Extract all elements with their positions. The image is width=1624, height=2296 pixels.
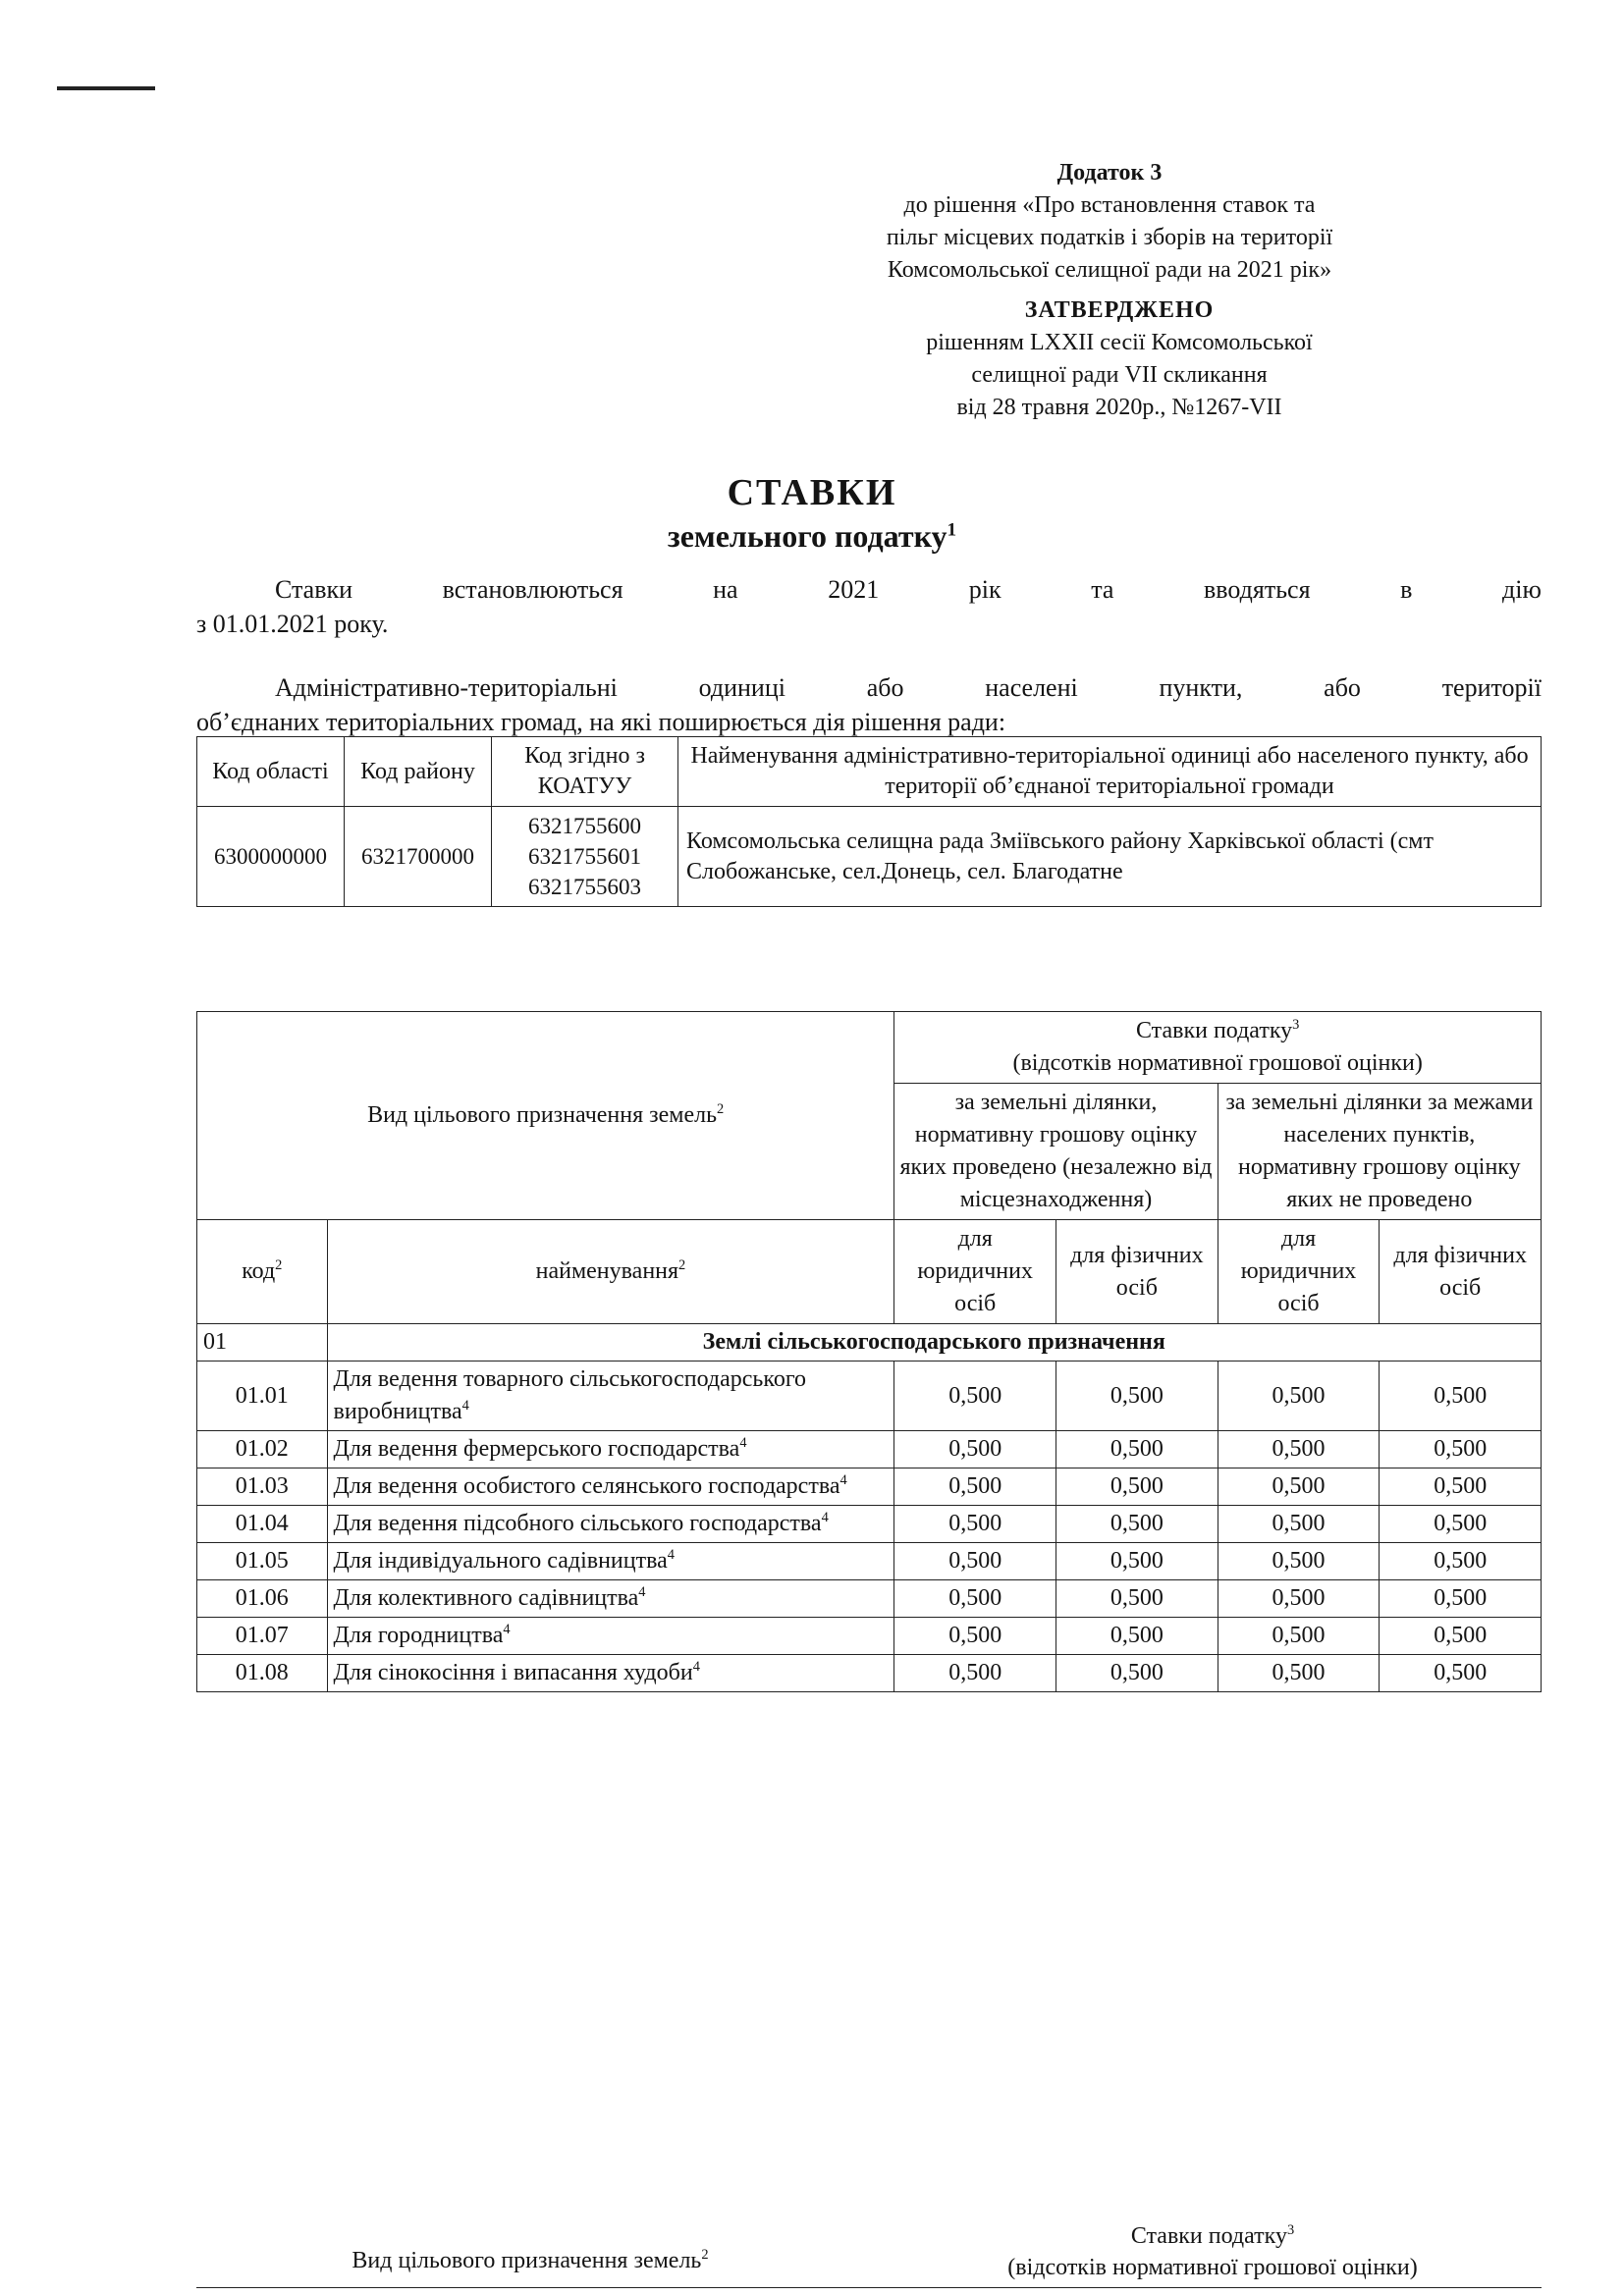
footer-rates-note: (відсотків нормативної грошової оцінки) [1007, 2255, 1418, 2280]
header-name-text: найменування [535, 1258, 679, 1284]
word: на [713, 575, 738, 604]
rate-value: 0,500 [1218, 1362, 1380, 1431]
rate-row [197, 1362, 1542, 1431]
rates-table [196, 1011, 1542, 1692]
intro-paragraph-1 [196, 572, 1542, 641]
rate-value: 0,500 [1218, 1468, 1380, 1506]
land-purpose-name [327, 1543, 894, 1580]
appendix-line: пільг місцевих податків і зборів на території [886, 225, 1333, 250]
rate-value: 0,500 [1056, 1655, 1218, 1692]
land-code: 01.02 [197, 1431, 328, 1468]
category-code: 01 [197, 1324, 328, 1362]
footnote-mark: 1 [947, 519, 957, 541]
rate-value: 0,500 [1218, 1543, 1380, 1580]
corner-dash-mark [57, 86, 155, 90]
footnote-mark: 2 [701, 2247, 709, 2263]
land-purpose-text: Для сінокосіння і випасання худоби [333, 1660, 693, 1685]
rate-value: 0,500 [1380, 1506, 1542, 1543]
header-code-text: код [242, 1258, 276, 1284]
footnote-mark: 4 [739, 1435, 747, 1451]
header-rates [894, 1012, 1542, 1084]
category-name: Землі сільськогосподарського призначення [327, 1324, 1541, 1362]
category-row [197, 1324, 1542, 1362]
rate-value: 0,500 [894, 1506, 1056, 1543]
rayon-code: 6321700000 [345, 807, 492, 907]
land-code: 01.03 [197, 1468, 328, 1506]
table-continuation-line [196, 2287, 1542, 2288]
rate-value: 0,500 [1218, 1580, 1380, 1618]
word: одиниці [698, 673, 785, 702]
rate-value: 0,500 [1056, 1362, 1218, 1431]
header-individual-assessed: для фізичних осіб [1056, 1220, 1218, 1324]
header-legal-assessed: для юридичних осіб [894, 1220, 1056, 1324]
rate-value: 0,500 [894, 1655, 1056, 1692]
approval-title: ЗАТВЕРДЖЕНО [1024, 297, 1215, 323]
word: вводяться [1204, 575, 1311, 604]
territory-header-row [197, 737, 1542, 807]
rate-value: 0,500 [1218, 1431, 1380, 1468]
footnote-mark: 2 [678, 1257, 686, 1273]
rate-row [197, 1618, 1542, 1655]
header-purpose-text: Вид цільового призначення земель [367, 1102, 718, 1128]
koatuu-code: 6321755603 [528, 875, 641, 899]
rate-row [197, 1543, 1542, 1580]
footnote-mark: 4 [692, 1659, 700, 1675]
rate-value: 0,500 [1056, 1580, 1218, 1618]
rate-row [197, 1506, 1542, 1543]
paragraph-line: об’єднаних територіальних громад, на які поширюється дія рішення ради: [196, 708, 1006, 736]
appendix-block [805, 157, 1414, 287]
land-purpose-name [327, 1506, 894, 1543]
footnote-mark: 4 [503, 1622, 511, 1637]
word: 2021 [828, 575, 880, 604]
word: встановлюються [442, 575, 623, 604]
approval-line: рішенням LXXII сесії Комсомольської [926, 330, 1313, 355]
rate-value: 0,500 [894, 1580, 1056, 1618]
rate-value: 0,500 [1380, 1362, 1542, 1431]
footnote-mark: 3 [1292, 1017, 1300, 1033]
footnote-mark: 3 [1286, 2222, 1295, 2238]
header-koatuu-code: Код згідно з КОАТУУ [492, 737, 678, 807]
header-assessed: за земельні ділянки, нормативну грошову оцінку яких проведено (незалежно від місцезнаходження) [894, 1084, 1218, 1220]
footer-rates-text: Ставки податку [1130, 2223, 1287, 2249]
word: або [1324, 673, 1361, 702]
document-subtitle [0, 518, 1624, 555]
word: рік [968, 575, 1001, 604]
land-code: 01.06 [197, 1580, 328, 1618]
rate-value: 0,500 [1056, 1543, 1218, 1580]
rate-value: 0,500 [1056, 1506, 1218, 1543]
land-code: 01.05 [197, 1543, 328, 1580]
land-purpose-text: Для ведення підсобного сільського господарства [333, 1511, 822, 1536]
land-code: 01.08 [197, 1655, 328, 1692]
koatuu-code: 6321755601 [528, 844, 641, 869]
footnote-mark: 4 [821, 1510, 829, 1525]
approval-line: селищної ради VII скликання [971, 362, 1268, 388]
appendix-title: Додаток 3 [1056, 160, 1163, 186]
territory-name: Комсомольська селищна рада Зміївського району Харківської області (смт Слобожанське, сел.Донець, сел. Благодатне [678, 807, 1542, 907]
oblast-code: 6300000000 [197, 807, 345, 907]
land-purpose-name [327, 1580, 894, 1618]
rate-value: 0,500 [1380, 1431, 1542, 1468]
territory-row [197, 807, 1542, 907]
land-purpose-text: Для ведення особистого селянського господарства [333, 1473, 840, 1499]
word: населені [985, 673, 1078, 702]
land-purpose-text: Для індивідуального садівництва [333, 1548, 668, 1574]
footnote-mark: 4 [839, 1472, 847, 1488]
rate-value: 0,500 [894, 1468, 1056, 1506]
header-name [327, 1220, 894, 1324]
rate-value: 0,500 [1218, 1655, 1380, 1692]
rate-rows [197, 1362, 1542, 1692]
justified-line [196, 670, 1542, 705]
land-purpose-name [327, 1362, 894, 1431]
land-purpose-name [327, 1655, 894, 1692]
word: дію [1502, 575, 1542, 604]
rates-header-row-1 [197, 1012, 1542, 1084]
footer-purpose-header [196, 2248, 864, 2274]
header-rayon-code: Код району [345, 737, 492, 807]
rate-value: 0,500 [894, 1618, 1056, 1655]
word: пункти, [1159, 673, 1243, 702]
document-title: СТАВКИ [727, 472, 897, 513]
approval-block [864, 294, 1375, 424]
rate-value: 0,500 [1056, 1618, 1218, 1655]
rate-value: 0,500 [1056, 1431, 1218, 1468]
word: території [1441, 673, 1542, 702]
appendix-line: Комсомольської селищної ради на 2021 рік» [887, 257, 1332, 283]
justified-line [196, 572, 1542, 607]
rate-row [197, 1580, 1542, 1618]
territory-table [196, 736, 1542, 907]
subtitle-text: земельного податку [667, 518, 947, 554]
land-purpose-text: Для ведення фермерського господарства [333, 1436, 740, 1462]
koatuu-codes [492, 807, 678, 907]
koatuu-code: 6321755600 [528, 814, 641, 838]
footnote-mark: 4 [638, 1584, 646, 1600]
header-legal-not-assessed: для юридичних осіб [1218, 1220, 1380, 1324]
rate-value: 0,500 [1380, 1580, 1542, 1618]
word: або [866, 673, 904, 702]
footer-purpose-text: Вид цільового призначення земель [352, 2248, 702, 2273]
land-code: 01.01 [197, 1362, 328, 1431]
rate-value: 0,500 [1380, 1655, 1542, 1692]
word: в [1400, 575, 1413, 604]
land-purpose-name [327, 1431, 894, 1468]
header-code [197, 1220, 328, 1324]
header-rates-text: Ставки податку [1135, 1018, 1293, 1043]
paragraph-line: з 01.01.2021 року. [196, 610, 389, 638]
header-oblast-code: Код області [197, 737, 345, 807]
footnote-mark: 4 [461, 1398, 469, 1414]
word: Ставки [275, 575, 353, 604]
rates-header-row-3 [197, 1220, 1542, 1324]
land-purpose-text: Для ведення товарного сільськогосподарського виробництва [333, 1366, 807, 1424]
footnote-mark: 2 [275, 1257, 283, 1273]
appendix-line: до рішення «Про встановлення ставок та [903, 192, 1316, 218]
intro-paragraph-2 [196, 670, 1542, 739]
rate-value: 0,500 [1218, 1618, 1380, 1655]
land-code: 01.07 [197, 1618, 328, 1655]
rate-row [197, 1655, 1542, 1692]
rate-value: 0,500 [1380, 1543, 1542, 1580]
rate-value: 0,500 [1056, 1468, 1218, 1506]
footnote-mark: 4 [667, 1547, 675, 1563]
rate-row [197, 1468, 1542, 1506]
footnote-mark: 2 [717, 1101, 725, 1117]
word: та [1091, 575, 1114, 604]
rate-value: 0,500 [1380, 1618, 1542, 1655]
land-purpose-name [327, 1468, 894, 1506]
header-purpose [197, 1012, 894, 1220]
land-purpose-text: Для колективного садівництва [333, 1585, 639, 1611]
land-purpose-name [327, 1618, 894, 1655]
word: Адміністративно-територіальні [275, 673, 618, 702]
rate-value: 0,500 [894, 1362, 1056, 1431]
rate-value: 0,500 [894, 1543, 1056, 1580]
approval-line: від 28 травня 2020р., №1267-VII [956, 395, 1282, 420]
rate-row [197, 1431, 1542, 1468]
header-rates-note: (відсотків нормативної грошової оцінки) [1012, 1050, 1423, 1076]
land-purpose-text: Для городництва [333, 1623, 504, 1648]
header-not-assessed: за земельні ділянки за межами населених пунктів, нормативну грошову оцінку яких не проведено [1218, 1084, 1541, 1220]
rate-value: 0,500 [1218, 1506, 1380, 1543]
land-code: 01.04 [197, 1506, 328, 1543]
rate-value: 0,500 [894, 1431, 1056, 1468]
header-individual-not-assessed: для фізичних осіб [1380, 1220, 1542, 1324]
rate-value: 0,500 [1380, 1468, 1542, 1506]
header-territory-name: Найменування адміністративно-територіальної одиниці або населеного пункту, або території об’єднаної територіальної громади [678, 737, 1542, 807]
footer-rates-header [893, 2220, 1532, 2283]
